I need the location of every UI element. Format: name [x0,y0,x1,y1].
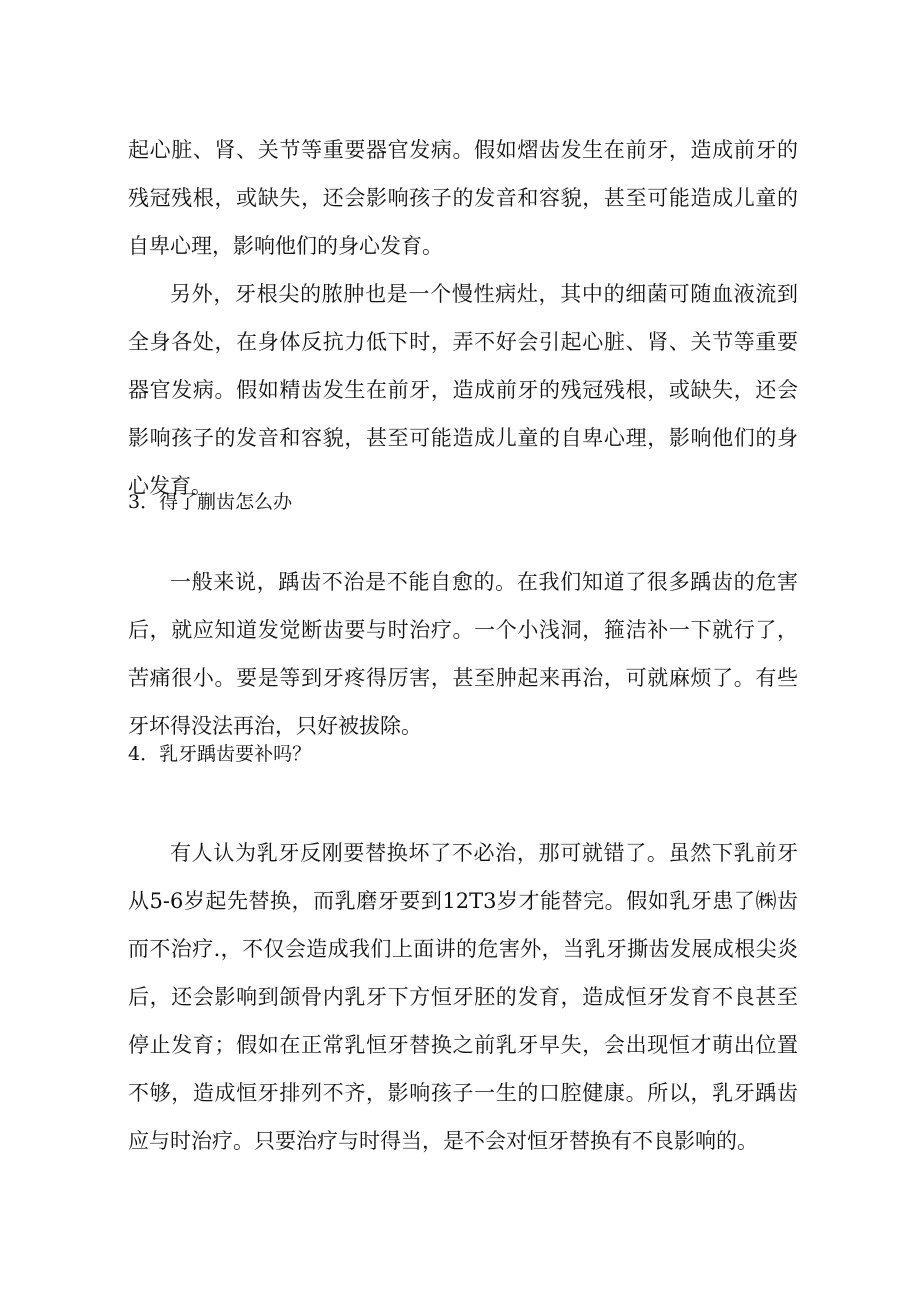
section-heading-3: 3．得了蒯齿怎么办 [128,491,293,513]
paragraph-baby-teeth: 有人认为乳牙反刚要替换坏了不必治，那可就错了。虽然下乳前牙从5-6岁起先替换，而乳磨牙要到12T3岁才能替完。假如乳牙患了㈱齿而不治疗.，不仅会造成我们上面讲的危害外，当乳牙撕齿发展成根尖炎后，还会影响到颌骨内乳牙下方恒牙胚的发育，造成恒牙发育不良甚至停止发育；假如在正常乳恒牙替换之前乳牙早失，会出现恒才萌出位置不够，造成恒牙排列不齐，影响孩子一生的口腔健康。所以，乳牙踽齿应与时治疗。只要治疗与时得当，是不会对恒牙替换有不良影响的。 [128,841,798,1153]
paragraph-treatment: 一般来说，踽齿不治是不能自愈的。在我们知道了很多踽齿的危害后，就应知道发觉断齿要与时治疗。一个小浅洞，箍洁补一下就行了，苦痛很小。要是等到牙疼得厉害，甚至肿起来再治，可就麻烦了。有些牙坏得没法再治，只好被拔除。 [128,570,798,738]
section-heading-4: 4．乳牙踽齿要补吗？ [128,743,312,765]
paragraph-abscess: 另外，牙根尖的脓肿也是一个慢性病灶，其中的细菌可随血液流到全身各处，在身体反抗力低下时，弄不好会引起心脏、肾、关节等重要器官发病。假如精齿发生在前牙，造成前牙的残冠残根，或缺失，还会影响孩子的发音和容貌，甚至可能造成儿童的自卑心理，影响他们的身心发育。 [128,282,798,498]
paragraph-continuation: 起心脏、肾、关节等重要器官发病。假如熠齿发生在前牙，造成前牙的残冠残根，或缺失，还会影响孩子的发音和容貌，甚至可能造成儿童的自卑心理，影响他们的身心发育。 [128,138,798,258]
